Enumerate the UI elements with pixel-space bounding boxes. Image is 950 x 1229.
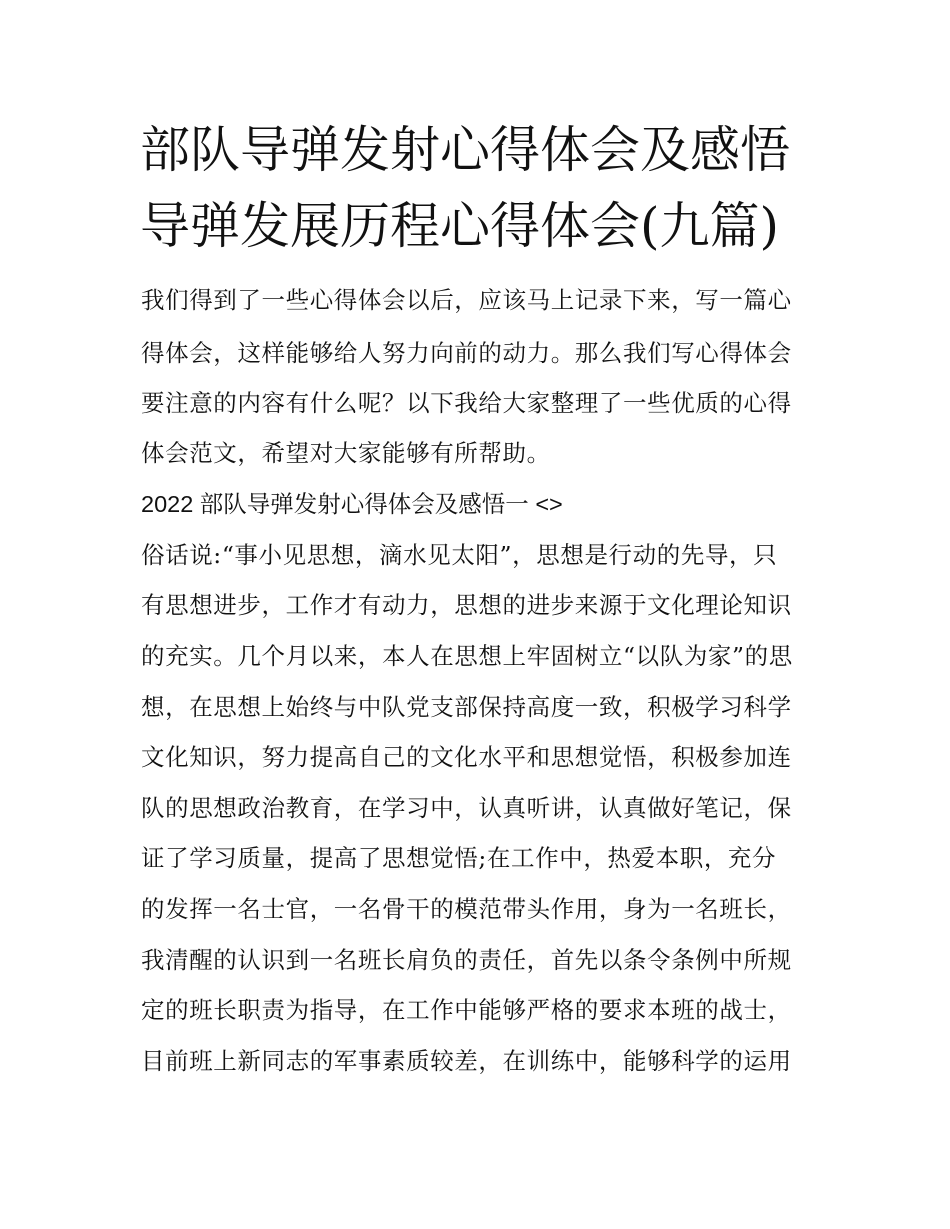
intro-line-3: 要注意的内容有什么呢？以下我给大家整理了一些优质的心得 (141, 389, 792, 417)
body-line-7: 证了学习质量，提高了思想觉悟;在工作中，热爱本职，充分 (141, 844, 777, 872)
intro-line-4: 体会范文，希望对大家能够有所帮助。 (141, 439, 551, 467)
body-line-9: 我清醒的认识到一名班长肩负的责任，首先以条令条例中所规 (141, 946, 792, 974)
title-line-1: 部队导弹发射心得体会及感悟 (140, 121, 790, 179)
body-line-6: 队的思想政治教育，在学习中，认真听讲，认真做好笔记，保 (141, 794, 792, 822)
intro-line-2: 得体会，这样能够给人努力向前的动力。那么我们写心得体会 (141, 339, 792, 367)
body-line-2: 有思想进步，工作才有动力，思想的进步来源于文化理论知识 (141, 591, 792, 619)
body-line-3: 的充实。几个月以来，本人在思想上牢固树立“以队为家”的思 (141, 642, 793, 670)
body-line-8: 的发挥一名士官，一名骨干的模范带头作用，身为一名班长， (141, 895, 792, 923)
body-line-4: 想，在思想上始终与中队党支部保持高度一致，积极学习科学 (141, 693, 792, 721)
body-line-5: 文化知识，努力提高自己的文化水平和思想觉悟，积极参加连 (141, 743, 792, 771)
intro-line-1: 我们得到了一些心得体会以后，应该马上记录下来，写一篇心 (141, 286, 792, 314)
body-line-11: 目前班上新同志的军事素质较差，在训练中，能够科学的运用 (141, 1047, 792, 1075)
body-line-1: 俗话说:“事小见思想，滴水见太阳”，思想是行动的先导，只 (141, 541, 778, 569)
document-title (140, 112, 820, 264)
title-line-2: 导弹发展历程心得体会(九篇) (140, 197, 780, 255)
body-line-10: 定的班长职责为指导，在工作中能够严格的要求本班的战士， (141, 996, 792, 1024)
section-heading: 2022 部队导弹发射心得体会及感悟一 <> (141, 491, 563, 517)
